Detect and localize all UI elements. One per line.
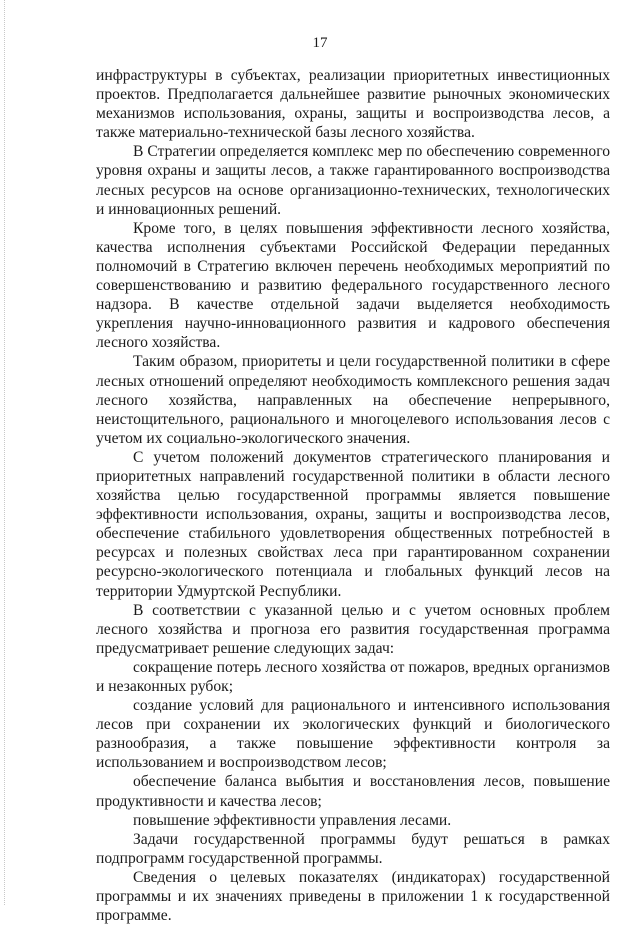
task-item: повышение эффективности управления лесами.	[133, 811, 452, 829]
paragraph: В соответствии с указанной целью и с учетом основных проблем лесного хозяйства и прогноза его развития государственная программа предусматривает решение следующих задач:	[96, 601, 610, 657]
paragraph-continuation: инфраструктуры в субъектах, реализации приоритетных инвестиционных проектов. Предполагается дальнейшее развитие рыночных экономических механизмов использования, охраны, защиты и воспроизводства лесов, а также материально-технической базы лесного хозяйства.	[96, 67, 610, 142]
paragraph: Кроме того, в целях повышения эффективности лесного хозяйства, качества исполнения субъектами Российской Федерации переданных полномочий в Стратегию включен перечень необходимых мероприятий по совершенствованию и развитию федерального государственного лесного надзора. В качестве отдельной задачи выделяется необходимость укрепления научно-инновационного развития и кадрового обеспечения лесного хозяйства.	[96, 219, 610, 352]
paragraph: Задачи государственной программы будут решаться в рамках подпрограмм государственной программы.	[96, 830, 610, 867]
task-item: создание условий для рационального и интенсивного использования лесов при сохранении их экологических функций и биологического разнообразия, а также повышение эффективности контроля за использованием и воспроизводством лесов;	[96, 697, 610, 772]
page-number: 17	[312, 35, 328, 51]
paragraph: Таким образом, приоритеты и цели государственной политики в сфере лесных отношений определяют необходимость комплексного решения задач лесного хозяйства, направленных на обеспечение непрерывного, неистощительного, рационального и многоцелевого использования лесов с учетом их социально-экологического значения.	[96, 353, 610, 447]
task-item: сокращение потерь лесного хозяйства от пожаров, вредных организмов и незаконных рубок;	[96, 658, 610, 695]
paragraph: В Стратегии определяется комплекс мер по обеспечению современного уровня охраны и защиты лесов, а также гарантированного воспроизводства лесных ресурсов на основе организационно-технических, технологических и инновационных решений.	[96, 143, 610, 218]
scan-edge-mark	[4, 0, 6, 905]
paragraph: Сведения о целевых показателях (индикаторах) государственной программы и их значениях приведены в приложении 1 к государственной программе.	[96, 868, 610, 925]
paragraph: С учетом положений документов стратегического планирования и приоритетных направлений государственной политики в области лесного хозяйства целью государственной программы является повышение эффективности использования, охраны, защиты и воспроизводства лесов, обеспечение стабильного удовлетворения общественных потребностей в ресурсах и полезных свойствах леса при гарантированном сохранении ресурсно-экологического потенциала и глобальных функций лесов на территории Удмуртской Республики.	[96, 448, 610, 600]
task-item: обеспечение баланса выбытия и восстановления лесов, повышение продуктивности и качества лесов;	[96, 773, 610, 810]
body-text	[96, 66, 610, 925]
